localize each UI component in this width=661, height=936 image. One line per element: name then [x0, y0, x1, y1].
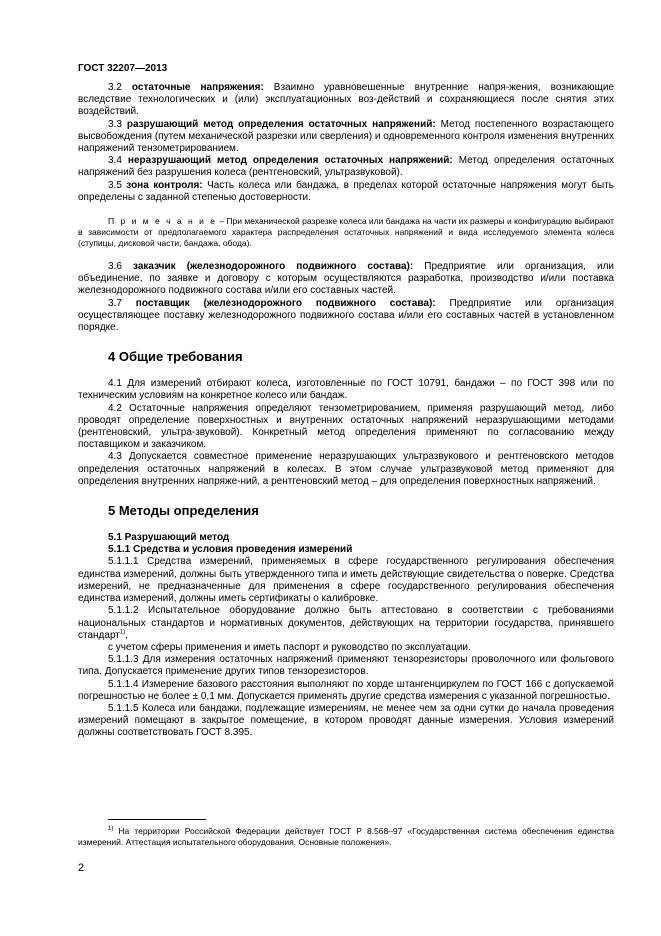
document-header: ГОСТ 32207—2013	[78, 63, 168, 74]
term-name: заказчик (железнодорожного подвижного состава):	[132, 261, 414, 273]
term-name: поставщик (железнодорожного подвижного состава):	[135, 297, 436, 309]
paragraph-4-1: 4.1 Для измерений отбирают колеса, изготовленные по ГОСТ 10791, бандажи – по ГОСТ 398 или по техническим условиям на конкретное колесо или бандаж.	[78, 378, 614, 402]
section-5-heading: 5 Методы определения	[108, 503, 259, 519]
paragraph-text: 5.1.1.2 Испытательное оборудование должно быть аттестовано в соответствии с требованиями национальных стандартов и нормативных документов, действующих на территории государства, принявшего стандарт	[78, 605, 614, 641]
term-definition: Предприятие или организация, или объединение, по заявке и договору с которым осуществляются разработка, производство и/или поставка железнодорожного подвижного состава и/или его составных частей.	[78, 261, 615, 297]
paragraph-punctuation: ,	[125, 629, 128, 641]
note	[78, 216, 614, 249]
page-number: 2	[78, 862, 85, 874]
term-3-4	[78, 155, 614, 179]
term-definition: Метод постепенного возрастающего высвобождения (путем механической разрезки или сверления) и одновременного контроля изменения внутренних напряжений тензометрированием.	[78, 118, 614, 155]
footnote-separator	[108, 819, 206, 820]
term-name: зона контроля:	[126, 179, 203, 191]
term-number: 3.3	[108, 118, 122, 130]
term-number: 3.4	[108, 155, 122, 167]
subsection-5-1-1-heading: 5.1.1 Средства и условия проведения измерений	[108, 544, 353, 556]
term-name: разрушающий метод определения остаточных напряжений:	[126, 118, 436, 130]
term-number: 3.2	[108, 82, 122, 93]
term-definition: Взаимно уравновешенные внутренние напря-жения, возникающие вследствие технологических и (или) эксплуатационных воз-действий и сохраняющиеся после снятия этих воздействий.	[78, 82, 615, 118]
term-number: 3.5	[108, 179, 122, 191]
note-label: П р и м е ч а н и е	[108, 216, 217, 227]
term-3-2	[78, 82, 614, 119]
footnote-text: На территории Российской Федерации действует ГОСТ Р 8.568–97 «Государственная система обеспечения единства измерений. Аттестация испытательного оборудования. Основные положения».	[78, 826, 614, 847]
term-3-7	[78, 298, 614, 335]
paragraph-4-3: 4.3 Допускается совместное применение неразрушающих ультразвукового и рентгеновского методов определения остаточных напряжений в колесах. В этом случае ультразвуковой метод применяют для определения внутренних напряже-ний, а рентгеновский метод – для определения поверхностных напряжений.	[78, 451, 614, 487]
term-name: неразрушающий метод определения остаточных напряжений:	[127, 155, 453, 167]
paragraph-5-1-1-5: 5.1.1.5 Колеса или бандажи, подлежащие измерениям, не менее чем за одни сутки до начала проведения измерений помещают в закрытое помещение, в котором проводят данные измерения. Условия измерений должны соответствовать ГОСТ 8.395.	[78, 702, 614, 739]
term-definition: Метод определения остаточных напряжений без разрушения колеса (рентгеновский, ультразвуковой).	[78, 155, 615, 179]
footnote	[78, 826, 614, 848]
term-name: остаточные напряжения:	[131, 82, 264, 93]
note-text: – При механической разрезке колеса или бандажа на части их размеры и конфигурацию выбирают в зависимости от предполагаемого характера распределения остаточных напряжений и вида исследуемого элемента колеса (ступицы, дисковой части, бандажа, обода).	[78, 216, 614, 249]
document-body	[78, 82, 614, 740]
paragraph-5-1-1-4: 5.1.1.4 Измерение базового расстояния выполняют по хорде штангенциркулем по ГОСТ 166 с допускаемой погрешностью не более ± 0,1 мм. Допускается применять другие средства измерения с указанной погрешностью.	[78, 678, 614, 702]
term-number: 3.6	[108, 261, 122, 273]
subsection-5-1-heading: 5.1 Разрушающий метод	[108, 532, 230, 544]
paragraph-5-1-1-2-continued: с учетом сферы применения и иметь паспорт и руководство по эксплуатации.	[108, 641, 471, 653]
term-definition: Предприятие или организация осуществляющее поставку железнодорожного подвижного состава и/или его составных частей в установленном порядке.	[78, 297, 615, 334]
term-3-3	[78, 119, 614, 156]
paragraph-5-1-1-3: 5.1.1.3 Для измерения остаточных напряжений применяют тензорезисторы проволочного или фольгового типа. Допускается применение других типов тензорезисторов.	[78, 654, 614, 678]
term-definition: Часть колеса или бандажа, в пределах которой остаточные напряжения могут быть определены с заданной степенью достоверности.	[78, 179, 615, 203]
paragraph-5-1-1-2	[78, 605, 614, 642]
paragraph-4-2: 4.2 Остаточные напряжения определяют тензометрированием, применяя разрушающий метод, либо проводят определение поверхностных и внутренних остаточных напряжений неразрушающими методами (рентгеновский, ультра-звуковой). Конкретный метод определения применяют по согласованию между поставщиком и заказчиком.	[78, 402, 614, 451]
footnote-mark: 1)	[108, 826, 114, 833]
paragraph-5-1-1-1: 5.1.1.1 Средства измерений, применяемых в сфере государственного регулирования обеспечения единства измерений, должны быть утвержденного типа и иметь действующие свидетельства о поверке. Средства измерений, не предназначенные для применения в сфере государственного регулирования обеспечения единства измерений, должны иметь сертификаты о калибровке.	[78, 556, 614, 605]
section-4-heading: 4 Общие требования	[108, 349, 243, 365]
term-number: 3.7	[108, 297, 122, 309]
footnote-reference: 1)	[119, 629, 126, 636]
term-3-6	[78, 261, 614, 298]
term-3-5	[78, 180, 614, 204]
